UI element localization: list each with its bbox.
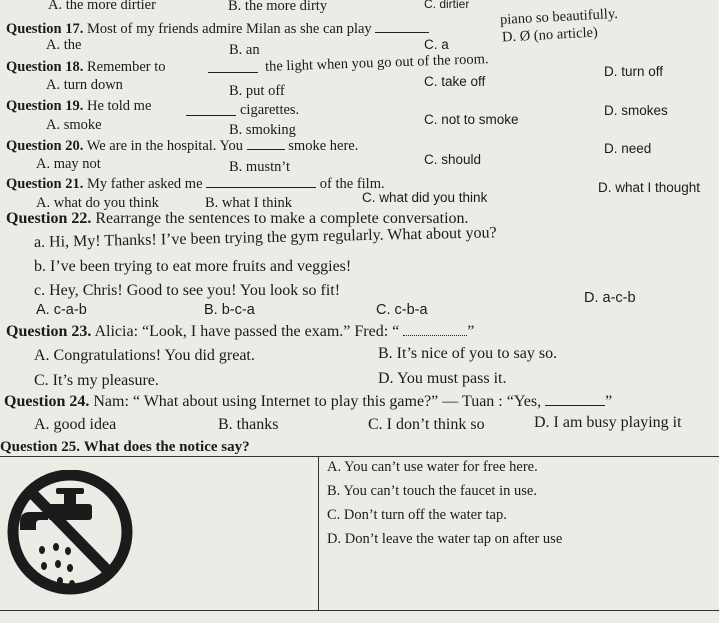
q17-option-c[interactable]: C. a <box>424 37 449 52</box>
q20-option-d[interactable]: D. need <box>604 141 652 156</box>
q17-option-b[interactable]: B. an <box>229 42 260 58</box>
q16-option-a[interactable]: A. the more dirtier <box>48 0 156 13</box>
notice-table <box>0 456 719 618</box>
q22-sentence-b: b. I’ve been trying to eat more fruits and veggies! <box>34 258 352 275</box>
q21-option-b[interactable]: B. what I think <box>205 195 292 211</box>
q24-stem: Question 24. Nam: “ What about using Internet to play this game?” — Tuan : “Yes, ” <box>4 393 613 410</box>
q23-option-d[interactable]: D. You must pass it. <box>378 370 507 387</box>
q24-option-a[interactable]: A. good idea <box>34 416 117 433</box>
q17-option-a[interactable]: A. the <box>46 37 82 53</box>
q19-option-a[interactable]: A. smoke <box>46 117 102 133</box>
q21-option-d[interactable]: D. what I thought <box>598 180 701 195</box>
q24-option-b[interactable]: B. thanks <box>218 416 279 433</box>
q22-sentence-c: c. Hey, Chris! Good to see you! You look so fit! <box>34 282 341 299</box>
q22-sentence-a: a. Hi, My! Thanks! I’ve been trying the gym regularly. What about you? <box>33 224 497 251</box>
q18-stem-end: the light when you go out of the room. <box>264 51 489 75</box>
q17-stem-end: piano so beautifully. <box>499 5 619 29</box>
q25-stem: Question 25. What does the notice say? <box>0 439 250 455</box>
q24-option-d[interactable]: D. I am busy playing it <box>534 414 682 431</box>
q21-stem: Question 21. My father asked me of the film. <box>6 176 385 192</box>
q22-option-a[interactable]: A. c-a-b <box>36 302 87 318</box>
q22-option-b[interactable]: B. b-c-a <box>204 302 255 318</box>
q22-stem: Question 22. Rearrange the sentences to make a complete conversation. <box>6 210 469 227</box>
q19-option-b[interactable]: B. smoking <box>229 122 296 138</box>
q19-stem: Question 19. He told me <box>6 98 152 114</box>
q25-option-c[interactable]: C. Don’t turn off the water tap. <box>327 507 507 523</box>
q22-option-d[interactable]: D. a-c-b <box>584 290 636 306</box>
q16-option-b[interactable]: B. the more dirty <box>228 0 328 14</box>
q23-option-c[interactable]: C. It’s my pleasure. <box>34 372 159 389</box>
q16-option-c[interactable]: C. dirtier <box>424 0 470 11</box>
q18-stem: Question 18. Remember to <box>6 59 166 75</box>
q18-option-d[interactable]: D. turn off <box>604 64 664 79</box>
q23-option-b[interactable]: B. It’s nice of you to say so. <box>378 345 558 362</box>
q19-option-c[interactable]: C. not to smoke <box>424 112 519 127</box>
table-divider <box>318 456 319 611</box>
q19-stem-end: cigarettes. <box>240 102 300 118</box>
q25-option-a[interactable]: A. You can’t use water for free here. <box>327 459 538 475</box>
q21-option-c[interactable]: C. what did you think <box>362 190 488 205</box>
q19-option-d[interactable]: D. smokes <box>604 103 668 118</box>
q18-option-b[interactable]: B. put off <box>229 83 285 99</box>
q17-option-d[interactable]: D. Ø (no article) <box>501 24 599 46</box>
q18-option-a[interactable]: A. turn down <box>46 77 123 93</box>
q24-option-c[interactable]: C. I don’t think so <box>368 416 485 433</box>
q23-option-a[interactable]: A. Congratulations! You did great. <box>34 347 255 364</box>
q20-option-a[interactable]: A. may not <box>36 156 101 172</box>
q21-option-a[interactable]: A. what do you think <box>36 195 159 211</box>
table-top-border <box>0 456 719 457</box>
q20-option-b[interactable]: B. mustn’t <box>229 159 290 175</box>
q20-stem: Question 20. We are in the hospital. You smoke here. <box>6 138 359 154</box>
q22-option-c[interactable]: C. c-b-a <box>376 302 428 318</box>
q23-stem: Question 23. Alicia: “Look, I have passed the exam.” Fred: “ ” <box>6 323 475 340</box>
q18-blank <box>208 62 258 73</box>
q20-option-c[interactable]: C. should <box>424 152 482 167</box>
q25-option-d[interactable]: D. Don’t leave the water tap on after use <box>327 531 563 547</box>
q18-option-c[interactable]: C. take off <box>424 74 486 89</box>
q17-stem: Question 17. Most of my friends admire Milan as she can play <box>6 21 429 37</box>
q25-option-b[interactable]: B. You can’t touch the faucet in use. <box>327 483 537 499</box>
no-running-water-tap-icon <box>0 470 150 614</box>
q19-blank <box>186 105 236 116</box>
